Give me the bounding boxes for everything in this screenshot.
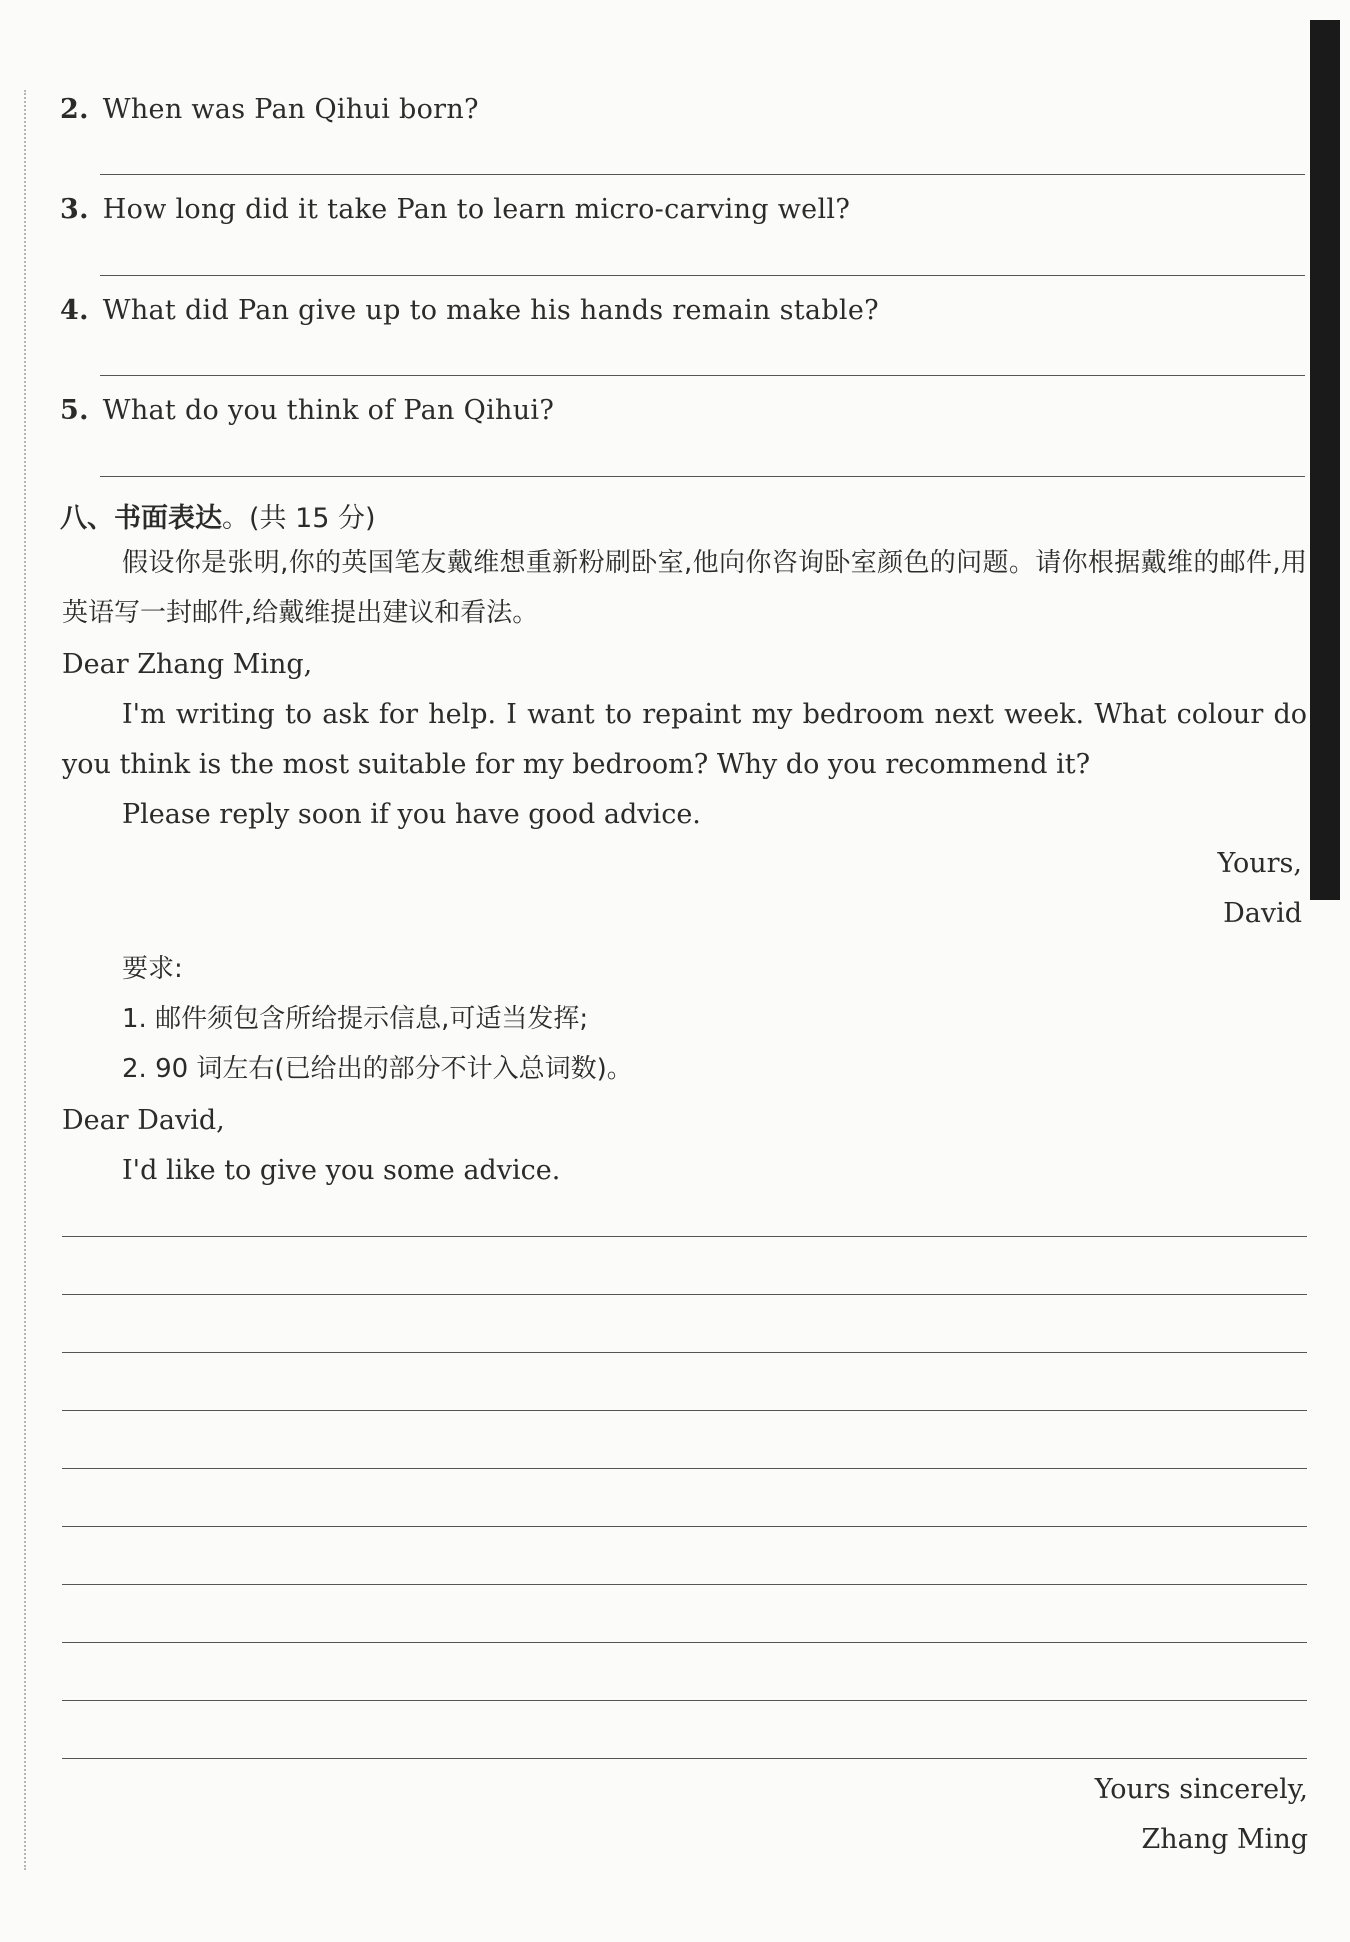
letter-in-signature: David: [1223, 898, 1302, 929]
letter-in-body: I'm writing to ask for help. I want to repaint my bedroom next week. What colour do you think is the most suitable for my bedroom? Why do you recommend it?: [62, 699, 1307, 780]
answer-line-4[interactable]: [100, 375, 1305, 376]
writing-line[interactable]: [62, 1410, 1307, 1411]
question-number: 3.: [60, 194, 89, 225]
writing-line[interactable]: [62, 1758, 1307, 1759]
task-instruction: 假设你是张明,你的英国笔友戴维想重新粉刷卧室,他向你咨询卧室颜色的问题。请你根据戴维的邮件,用英语写一封邮件,给戴维提出建议和看法。: [62, 548, 1307, 628]
section-name: 八、书面表达: [60, 503, 222, 534]
writing-line[interactable]: [62, 1526, 1307, 1527]
dotted-margin-line: [24, 90, 26, 1870]
letter-out-opening: I'd like to give you some advice.: [122, 1155, 561, 1186]
section-title: [60, 496, 376, 535]
question-text: How long did it take Pan to learn micro-carving well?: [102, 194, 851, 225]
requirements-title: 要求:: [122, 954, 183, 984]
writing-line[interactable]: [62, 1584, 1307, 1585]
writing-line[interactable]: [62, 1468, 1307, 1469]
section-score: 。(共 15 分): [222, 503, 376, 534]
letter-out-greeting: Dear David,: [62, 1105, 225, 1136]
question-2: [60, 94, 479, 125]
binding-bar: [1310, 20, 1340, 900]
question-number: 5.: [60, 395, 89, 426]
answer-line-2[interactable]: [100, 174, 1305, 175]
question-text: When was Pan Qihui born?: [102, 94, 479, 125]
writing-line[interactable]: [62, 1294, 1307, 1295]
letter-in-request: Please reply soon if you have good advice.: [122, 799, 701, 830]
question-3: [60, 194, 850, 225]
letter-out-signature: Zhang Ming: [1141, 1824, 1308, 1855]
letter-in-closing: Yours,: [1217, 848, 1302, 879]
requirement-item: 1. 邮件须包含所给提示信息,可适当发挥;: [122, 1004, 589, 1034]
writing-line[interactable]: [62, 1700, 1307, 1701]
letter-in-greeting: Dear Zhang Ming,: [62, 649, 313, 680]
question-text: What did Pan give up to make his hands remain stable?: [102, 295, 879, 326]
letter-out-closing: Yours sincerely,: [1094, 1774, 1308, 1805]
answer-line-5[interactable]: [100, 476, 1305, 477]
question-number: 2.: [60, 94, 89, 125]
question-4: [60, 295, 879, 326]
writing-line[interactable]: [62, 1642, 1307, 1643]
answer-line-3[interactable]: [100, 275, 1305, 276]
writing-line[interactable]: [62, 1236, 1307, 1237]
requirement-item: 2. 90 词左右(已给出的部分不计入总词数)。: [122, 1054, 633, 1084]
question-5: [60, 395, 554, 426]
question-text: What do you think of Pan Qihui?: [102, 395, 555, 426]
question-number: 4.: [60, 295, 89, 326]
writing-line[interactable]: [62, 1352, 1307, 1353]
